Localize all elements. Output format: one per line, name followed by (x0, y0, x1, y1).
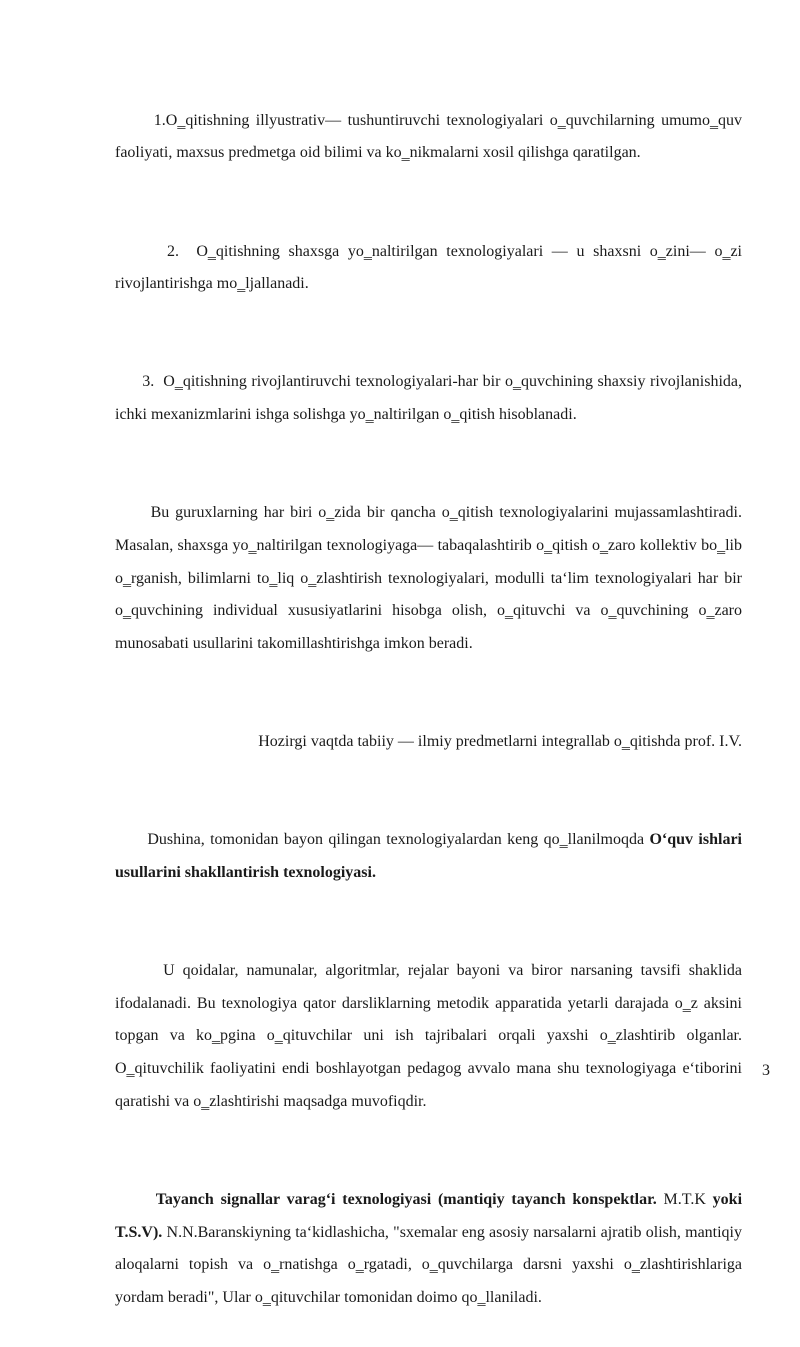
bold-heading-run: O‘quv ishlari usullarini shakllantirish texnologiyasi. (115, 831, 746, 881)
text-run: U qoidalar, namunalar, algoritmlar, rejalar bayoni va biror narsaning tavsifi shaklida ifodalanadi. Bu texnologiya qator darsliklarning metodik apparatida yetarli darajada o‗z aksini topgan va ko‗pgina o‗qituvchilar uni ish tajribalari orqali yaxshi o‗zlashtirib olganlar. O‗qituvchilik faoliyatini endi boshlayotgan pedagog avvalo mana shu texnologiyaga e‘tiborini qaratishi va o‗zlashtirishi maqsadga muvofiqdir. (115, 961, 747, 1110)
text-run: N.N.Baranskiyning ta‘kidlashicha, "sxemalar eng asosiy narsalarni ajratib olish, mantiqiy aloqalarni topish va o‗rnatishga o‗rgatadi, o‗quvchilarga darsni yaxshi o‗zlashtirishlariga yordam beradi", Ular o‗qituvchilar tomonidan doimo qo‗llaniladi. (115, 1223, 746, 1307)
text-run: 3. O‗qitishning rivojlantiruvchi texnologiyalari-har bir o‗quvchining shaxsiy rivojlanishida, ichki mexanizmlarini ishga solishga yo‗naltirilgan o‗qitish hisoblanadi. (115, 373, 746, 424)
bold-run: yoki T.S.V). (115, 1190, 746, 1241)
text-run: M.T.K (656, 1190, 713, 1208)
paragraph-4 (115, 464, 746, 693)
paragraph-8 (115, 1151, 746, 1347)
paragraph-1 (115, 72, 747, 203)
page-body (115, 72, 747, 1347)
paragraph-3 (115, 334, 746, 465)
paragraph-7 (115, 922, 747, 1151)
text-run: 1.O‗qitishning illyustrativ— tushuntiruvchi texnologiyalari o‗quvchilarning umumo‗quv faoliyati, maxsus predmetga oid bilimi va ko‗nikmalarni xosil qilishga qaratilgan. (115, 111, 747, 162)
paragraph-5 (115, 693, 742, 791)
bold-heading-run: Tayanch signallar varag‘i texnologiyasi (mantiqiy tayanch konspektlar. (155, 1190, 657, 1208)
text-run: Bu guruxlarning har biri o‗zida bir qancha o‗qitish texnologiyalarini mujassamlashtiradi. Masalan, shaxsga yo‗naltirilgan texnologiyaga— tabaqalashtirib o‗qitish o‗zaro kollektiv bo‗lib o‗rganish, bilimlarni to‗liq o‗zlashtirish texnologiyalari, modulli ta‘lim texnologiyalari har bir o‗quvchining individual xususiyatlarini hisobga olish, o‗qituvchi va o‗quvchining o‗zaro munosabati usullarini takomillashtirishga imkon beradi. (115, 504, 746, 652)
text-run: Hozirgi vaqtda tabiiy — ilmiy predmetlarni integrallab o‗qitishda prof. I.V. (258, 733, 742, 751)
text-run: 2. O‗qitishning shaxsga yo‗naltirilgan texnologiyalari — u shaxsni o‗zini— o‗zi rivojlantirishga mo‗ljallanadi. (115, 242, 746, 293)
paragraph-6 (115, 791, 746, 922)
text-run: Dushina, tomonidan bayon qilingan texnologiyalardan keng qo‗llanilmoqda (147, 831, 650, 849)
paragraph-2 (115, 203, 746, 334)
page-number: 3 (762, 1062, 770, 1079)
